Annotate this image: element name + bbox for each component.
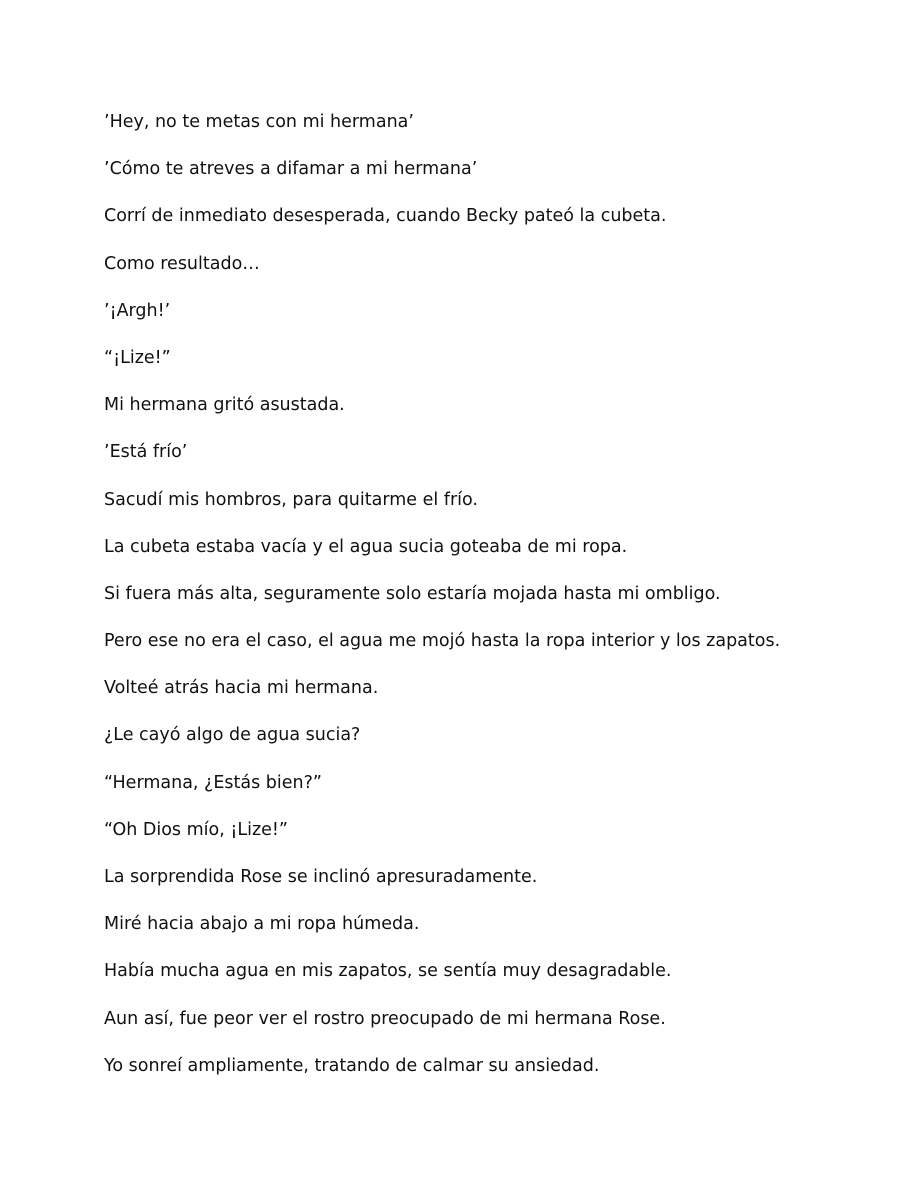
paragraph: La sorprendida Rose se inclinó apresuradamente. bbox=[104, 867, 538, 887]
paragraph: ’Cómo te atreves a difamar a mi hermana’ bbox=[104, 159, 478, 180]
paragraph: Como resultado… bbox=[104, 253, 260, 274]
paragraph: Miré hacia abajo a mi ropa húmeda. bbox=[104, 914, 420, 935]
paragraph: ’Hey, no te metas con mi hermana’ bbox=[104, 112, 414, 132]
paragraph: Si fuera más alta, seguramente solo estaría mojada hasta mi ombligo. bbox=[104, 583, 721, 604]
paragraph: Volteé atrás hacia mi hermana. bbox=[104, 678, 379, 699]
paragraph: ’Está frío’ bbox=[104, 442, 188, 463]
paragraph: “Oh Dios mío, ¡Lize!” bbox=[104, 819, 288, 840]
paragraph: Yo sonreí ampliamente, tratando de calmar su ansiedad. bbox=[104, 1055, 600, 1076]
document-body bbox=[104, 108, 864, 1099]
paragraph: ¿Le cayó algo de agua sucia? bbox=[104, 725, 361, 746]
paragraph: Pero ese no era el caso, el agua me mojó hasta la ropa interior y los zapatos. bbox=[104, 631, 781, 652]
paragraph: La cubeta estaba vacía y el agua sucia goteaba de mi ropa. bbox=[104, 536, 628, 557]
paragraph: “¡Lize!” bbox=[104, 347, 171, 368]
paragraph: Corrí de inmediato desesperada, cuando Becky pateó la cubeta. bbox=[104, 206, 667, 227]
paragraph: “Hermana, ¿Estás bien?” bbox=[104, 772, 322, 793]
paragraph: Sacudí mis hombros, para quitarme el frío. bbox=[104, 489, 478, 510]
paragraph: Mi hermana gritó asustada. bbox=[104, 395, 345, 416]
paragraph: Había mucha agua en mis zapatos, se sentía muy desagradable. bbox=[104, 961, 672, 982]
paragraph: ’¡Argh!’ bbox=[104, 300, 171, 321]
paragraph: Aun así, fue peor ver el rostro preocupado de mi hermana Rose. bbox=[104, 1008, 666, 1029]
